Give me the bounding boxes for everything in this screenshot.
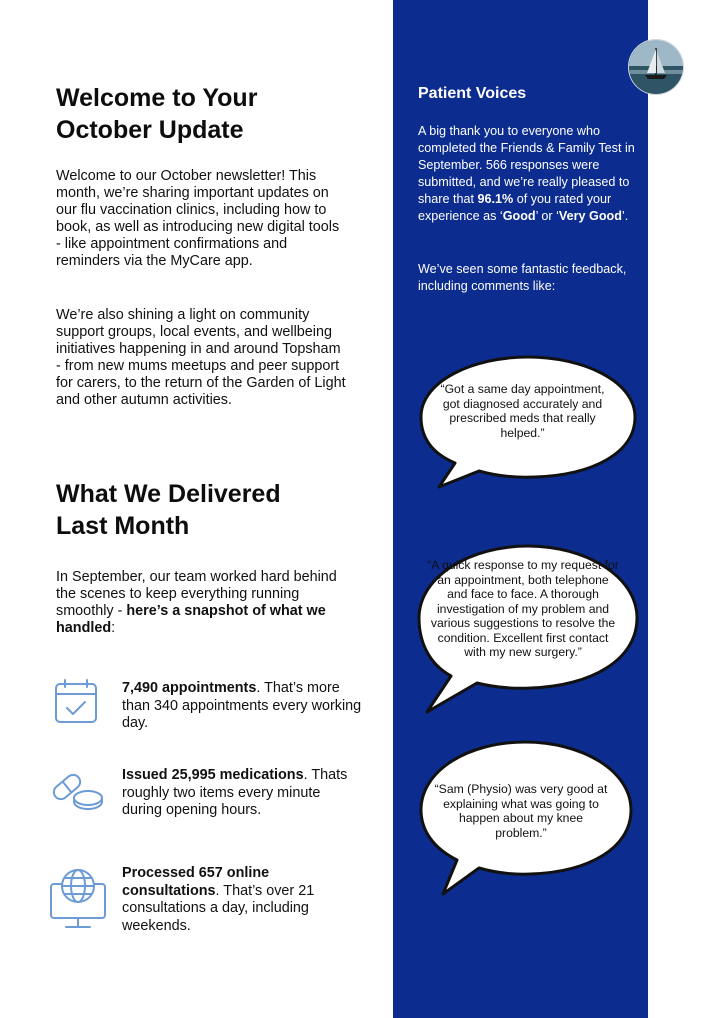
stat-consultations-bold: Processed 657 online consultations xyxy=(122,865,270,899)
welcome-paragraph-1: Welcome to our October newsletter! This month, we’re sharing important updates on our flu vaccination clinics, including how to book, as well as introducing new digital tools - like appointment confirmations and reminders via the MyCare app. xyxy=(56,168,340,269)
delivered-intro-bold: here’s a snapshot of what we handled xyxy=(56,603,326,636)
pv-text-c: ’ or ‘ xyxy=(535,209,559,223)
calendar-check-icon xyxy=(48,677,102,727)
welcome-heading-line2: October Update xyxy=(56,116,244,144)
stat-medications xyxy=(122,767,362,820)
quote-2: “A quick response to my request for an appointment, both telephone and face to face. A thorough investigation of my problem and various suggestions to resolve the condition. Excellent first contact with my new surgery.” xyxy=(427,558,619,659)
patient-voices-title: Patient Voices xyxy=(418,85,527,102)
stat-appointments-bold: 7,490 appointments xyxy=(122,680,257,696)
stat-appointments xyxy=(122,680,362,733)
welcome-heading xyxy=(56,82,346,146)
delivered-intro-text: In September, our team worked hard behind the scenes to keep everything running smoothly - xyxy=(56,569,337,619)
patient-voices-text-1 xyxy=(418,123,638,225)
pv-very-good: Very Good xyxy=(558,209,622,223)
pv-text-a: A big thank you to everyone who completed the Friends & Family Test in September. 566 responses were submitted, and we’re really pleased to share that xyxy=(418,124,635,206)
patient-voices-text-2: We’ve seen some fantastic feedback, including comments like: xyxy=(418,262,627,293)
delivered-heading xyxy=(56,478,346,542)
pv-percentage: 96.1% xyxy=(477,192,514,206)
pv-text-d: ’. xyxy=(621,209,629,223)
monitor-globe-icon xyxy=(48,866,108,932)
stat-appointments-text: . That’s more than 340 appointments every working day. xyxy=(122,680,362,731)
welcome-heading-line1: Welcome to Your xyxy=(56,84,258,112)
sailboat-photo-icon xyxy=(628,39,684,95)
delivered-heading-line1: What We Delivered xyxy=(56,480,281,508)
quote-3: “Sam (Physio) was very good at explaining what was going to happen about my knee problem.” xyxy=(434,782,608,840)
pills-icon xyxy=(48,768,106,814)
quote-1: “Got a same day appointment, got diagnosed accurately and prescribed meds that really helped.” xyxy=(440,382,605,440)
stat-medications-text: . Thats roughly two items every minute during opening hours. xyxy=(122,767,348,818)
stat-consultations xyxy=(122,865,362,935)
pv-good: Good xyxy=(502,209,536,223)
pv-text-b: of you rated your experience as ‘ xyxy=(418,192,612,223)
welcome-paragraph-2: We’re also shining a light on community support groups, local events, and wellbeing initiatives happening in and around Topsham - from new mums meetups and peer support for carers, to the return of the Garden of Light and other autumn activities. xyxy=(56,307,346,408)
delivered-intro-end: : xyxy=(111,620,116,636)
stat-medications-bold: Issued 25,995 medications xyxy=(122,767,304,783)
delivered-intro xyxy=(56,569,346,637)
stat-consultations-text: . That’s over 21 consultations a day, including weekends. xyxy=(122,882,315,934)
delivered-heading-line2: Last Month xyxy=(56,512,190,540)
